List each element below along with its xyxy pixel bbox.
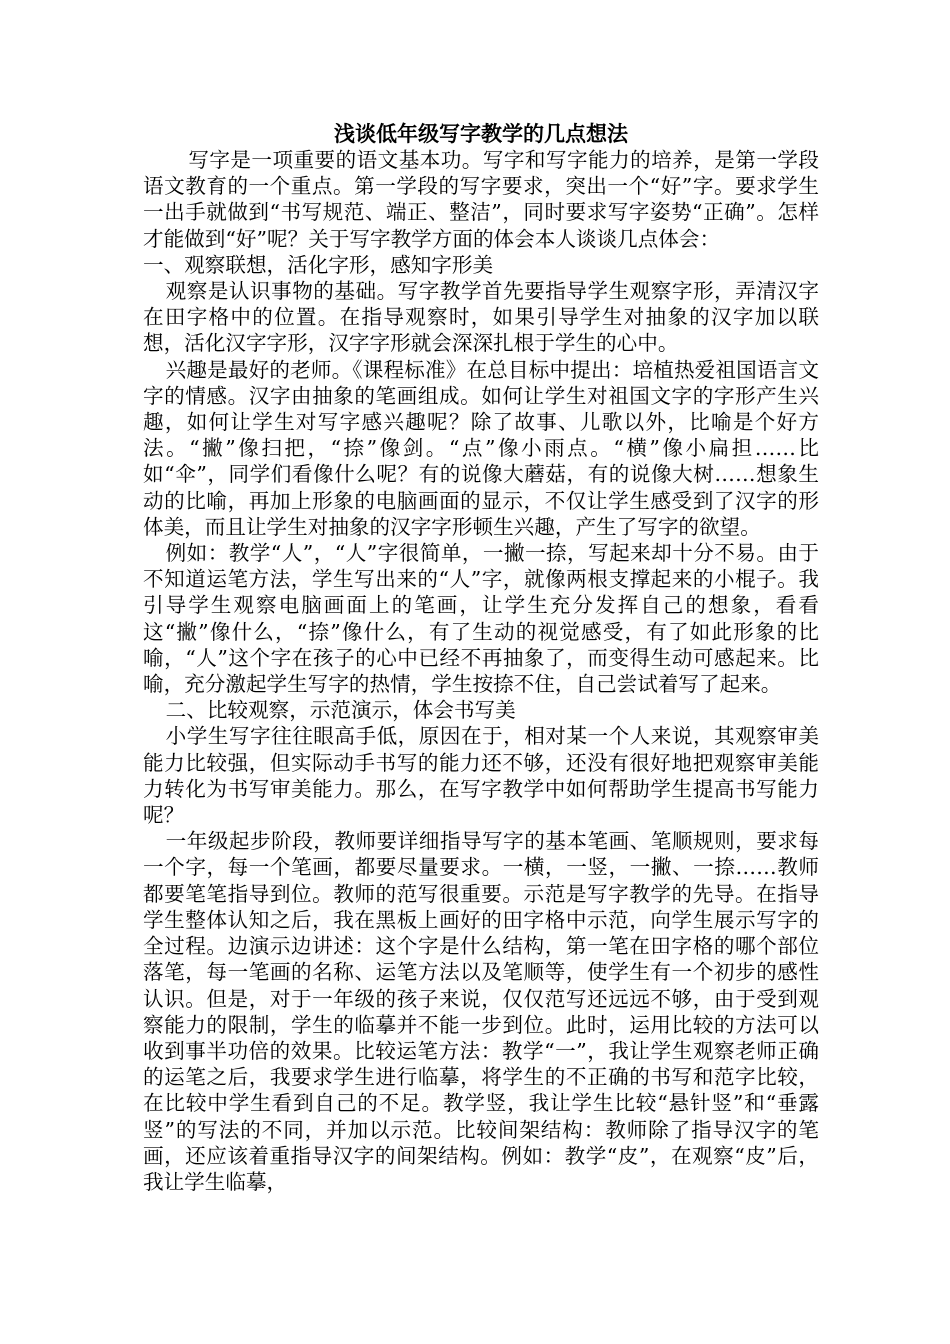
paragraph-interest: 兴趣是最好的老师。《课程标准》在总目标中提出：培植热爱祖国语言文字的情感。汉字由抽象的笔画组成。如何让学生对祖国文字的字形产生兴趣，如何让学生对写字感兴趣呢？除了故事、儿歌以外，比喻是个好方法。“撇”像扫把，“捺”像剑。“点”像小雨点。“横”像小扁担……比如“伞”，同学们看像什么呢？有的说像大蘑菇，有的说像大树……想象生动的比喻，再加上形象的电脑画面的显示，不仅让学生感受到了汉字的形体美，而且让学生对抽象的汉字字形顿生兴趣，产生了写字的欲望。 (143, 357, 819, 539)
paragraph-observation: 观察是认识事物的基础。写字教学首先要指导学生观察字形，弄清汉字在田字格中的位置。在指导观察时，如果引导学生对抽象的汉字加以联想，活化汉字字形，汉字字形就会深深扎根于学生的心中。 (143, 279, 819, 356)
section-heading-2: 二、比较观察，示范演示，体会书写美 (165, 698, 516, 723)
intro-paragraph: 写字是一项重要的语文基本功。写字和写字能力的培养，是第一学段语文教育的一个重点。第一学段的写字要求，突出一个“好”字。要求学生一出手就做到“书写规范、端正、整洁”，同时要求写字姿势“正确”。怎样才能做到“好”呢？关于写字教学方面的体会本人谈谈几点体会： (143, 148, 819, 251)
paragraph-grade-one: 一年级起步阶段，教师要详细指导写字的基本笔画、笔顺规则，要求每一个字，每一个笔画，都要尽量要求。一横，一竖，一撇、一捺……教师都要笔笔指导到位。教师的范写很重要。示范是写字教学的先导。在指导学生整体认知之后，我在黑板上画好的田字格中示范，向学生展示写字的全过程。边演示边讲述：这个字是什么结构，第一笔在田字格的哪个部位落笔，每一笔画的名称、运笔方法以及笔顺等，使学生有一个初步的感性认识。但是，对于一年级的孩子来说，仅仅范写还远远不够，由于受到观察能力的限制，学生的临摹并不能一步到位。此时，运用比较的方法可以收到事半功倍的效果。比较运笔方法：教学“一”，我让学生观察老师正确的运笔之后，我要求学生进行临摹，将学生的不正确的书写和范字比较，在比较中学生看到自己的不足。教学竖，我让学生比较“悬针竖”和“垂露竖”的写法的不同，并加以示范。比较间架结构：教师除了指导汉字的笔画，还应该着重指导汉字的间架结构。例如：教学“皮”，在观察“皮”后，我让学生临摹， (143, 829, 819, 1194)
section-heading-1: 一、观察联想，活化字形，感知字形美 (143, 252, 494, 277)
document-title: 浅谈低年级写字教学的几点想法 (334, 121, 628, 146)
paragraph-example-ren: 例如：教学“人”，“人”字很简单，一撇一捺，写起来却十分不易。由于不知道运笔方法，学生写出来的“人”字，就像两根支撑起来的小棍子。我引导学生观察电脑画面上的笔画，让学生充分发挥自己的想象，看看这“撇”像什么，“捺”像什么，有了生动的视觉感受，有了如此形象的比喻，“人”这个字在孩子的心中已经不再抽象了，而变得生动可感起来。比喻，充分激起学生写字的热情，学生按捺不住，自己尝试着写了起来。 (143, 541, 819, 697)
document-body (143, 120, 819, 1195)
paragraph-ability: 小学生写字往往眼高手低，原因在于，相对某一个人来说，其观察审美能力比较强，但实际动手书写的能力还不够，还没有很好地把观察审美能力转化为书写审美能力。那么，在写字教学中如何帮助学生提高书写能力呢？ (143, 724, 819, 828)
